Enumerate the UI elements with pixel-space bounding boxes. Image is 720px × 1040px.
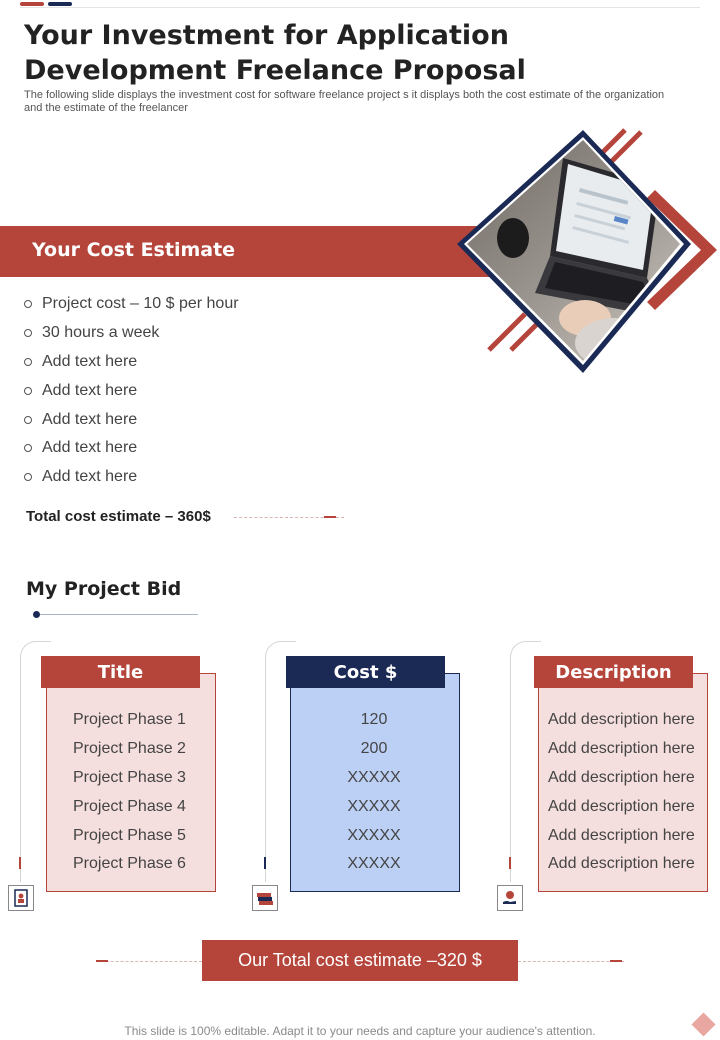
title-column-list [73,706,213,879]
list-item-text: Add text here [42,410,138,428]
bullet-icon [24,387,32,395]
list-item: 200 [360,740,388,758]
list-item-text: Add text here [42,381,138,399]
top-accent-navy [48,2,72,6]
total-cost-estimate: Total cost estimate – 360$ [26,508,211,525]
list-item: XXXXX [347,797,401,815]
list-item-text: 30 hours a week [42,324,160,342]
list-item-text: Add text here [42,468,138,486]
list-item [24,434,239,463]
cost-column-list [290,706,458,879]
bullet-icon [24,416,32,424]
list-item [24,319,239,348]
list-item: Add description here [548,797,695,815]
list-item: Project Phase 2 [73,740,186,758]
page-subtitle: The following slide displays the investment cost for software freelance project s it displays both the cost estimate of the organization and the estimate of the freelancer [24,89,665,114]
list-item [24,376,239,405]
description-column-header: Description [534,656,693,688]
bullet-icon [24,358,32,366]
list-item-text: Add text here [42,439,138,457]
list-item: Project Phase 6 [73,855,186,873]
bullet-icon [24,473,32,481]
document-person-icon [8,885,34,911]
project-bid-heading: My Project Bid [26,578,182,600]
top-rule [20,7,700,8]
project-bid-dot [33,611,40,618]
cost-bracket-tick [264,857,266,869]
bottom-dashed-line-right [518,961,624,962]
bullet-icon [24,444,32,452]
bullet-icon [24,329,32,337]
money-stack-icon [252,885,278,911]
description-column-list [548,706,706,879]
cost-estimate-list [24,290,239,492]
page-title: Your Investment for Application Development Freelance Proposal [24,20,526,86]
cost-estimate-heading: Your Cost Estimate [32,239,236,261]
list-item-text: Add text here [42,352,138,370]
cost-column-header: Cost $ [286,656,445,688]
bullet-icon [24,300,32,308]
bottom-dash-accent-left [96,960,108,962]
money-hand-icon [497,885,523,911]
list-item: Add description here [548,711,695,729]
list-item: Project Phase 1 [73,711,186,729]
project-bid-rule [36,614,198,615]
list-item [24,405,239,434]
bottom-dashed-line-left [96,961,202,962]
footer-note: This slide is 100% editable. Adapt it to your needs and capture your audience's attention. [124,1024,596,1038]
list-item-text: Project cost – 10 $ per hour [42,295,239,313]
list-item: Project Phase 4 [73,797,186,815]
top-accent-red [20,2,44,6]
total-cost-button: Our Total cost estimate –320 $ [202,940,518,981]
total-dash-accent [324,516,336,518]
list-item: XXXXX [347,826,401,844]
title-column-header: Title [41,656,200,688]
list-item: Add description here [548,740,695,758]
list-item: Project Phase 3 [73,768,186,786]
list-item: 120 [360,711,388,729]
list-item [24,463,239,492]
list-item: Add description here [548,855,695,873]
list-item: Add description here [548,826,695,844]
list-item [24,290,239,319]
list-item [24,348,239,377]
laptop-photo-frame [455,128,720,378]
list-item: XXXXX [347,768,401,786]
description-bracket-tick [509,857,511,869]
cost-estimate-banner [0,226,490,277]
title-bracket-tick [19,857,21,869]
list-item: XXXXX [347,855,401,873]
bottom-dash-accent-right [610,960,622,962]
list-item: Add description here [548,768,695,786]
list-item: Project Phase 5 [73,826,186,844]
